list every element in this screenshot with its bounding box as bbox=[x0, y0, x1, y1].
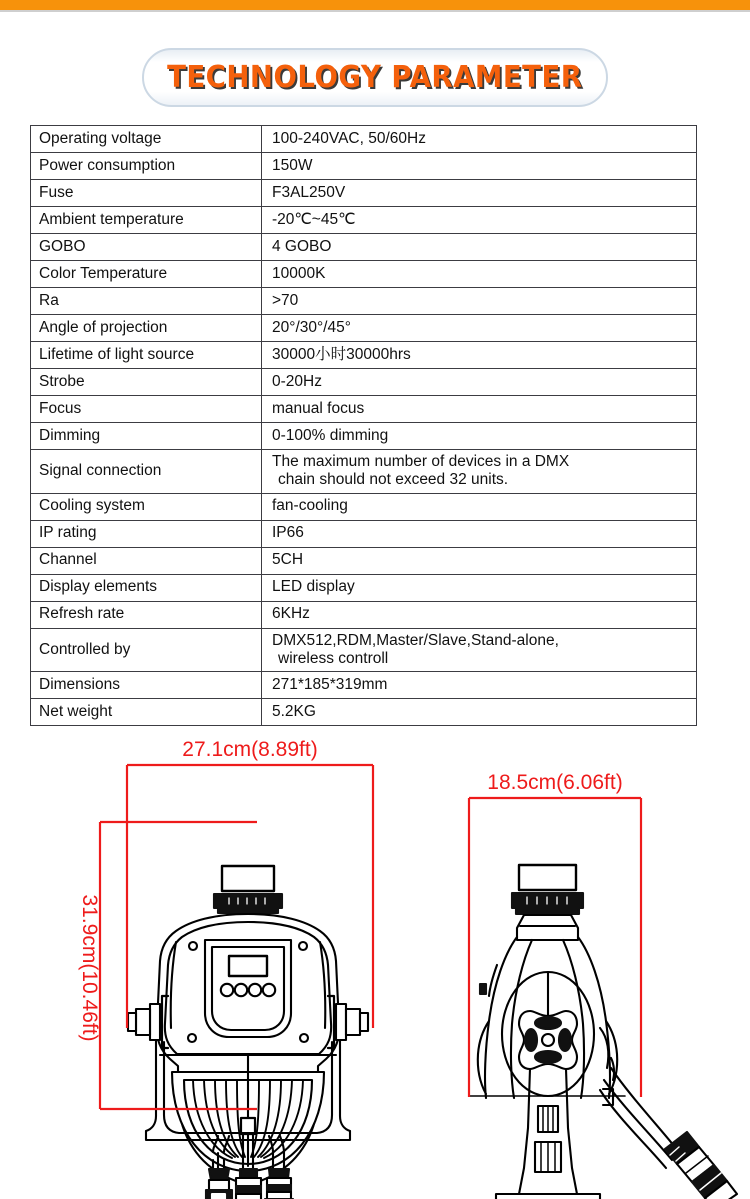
row-value: F3AL250V bbox=[262, 180, 697, 207]
row-key: Cooling system bbox=[31, 493, 262, 520]
row-value: -20℃~45℃ bbox=[262, 207, 697, 234]
table-body bbox=[31, 126, 697, 726]
row-value: 20°/30°/45° bbox=[262, 315, 697, 342]
row-value: fan-cooling bbox=[262, 493, 697, 520]
row-value bbox=[262, 450, 697, 494]
table-row bbox=[31, 153, 697, 180]
connector-right bbox=[265, 1169, 293, 1199]
hub bbox=[519, 1011, 577, 1069]
row-key: Dimensions bbox=[31, 672, 262, 699]
row-value: 5.2KG bbox=[262, 699, 697, 726]
row-value: manual focus bbox=[262, 396, 697, 423]
row-key: Channel bbox=[31, 547, 262, 574]
table-row bbox=[31, 601, 697, 628]
page-title-wrap bbox=[0, 48, 750, 107]
row-key: Net weight bbox=[31, 699, 262, 726]
row-value: LED display bbox=[262, 574, 697, 601]
table-row bbox=[31, 261, 697, 288]
side-connector bbox=[665, 1132, 737, 1199]
table-row bbox=[31, 574, 697, 601]
page-title: TECHNOLOGY PARAMETER bbox=[167, 60, 583, 95]
table-row bbox=[31, 396, 697, 423]
row-key: Color Temperature bbox=[31, 261, 262, 288]
row-key: Power consumption bbox=[31, 153, 262, 180]
table-row bbox=[31, 628, 697, 672]
table-row bbox=[31, 315, 697, 342]
row-key: Lifetime of light source bbox=[31, 342, 262, 369]
row-value-line1: DMX512,RDM,Master/Slave,Stand-alone, bbox=[272, 631, 559, 649]
led-display-window bbox=[229, 956, 267, 976]
row-value: 100-240VAC, 50/60Hz bbox=[262, 126, 697, 153]
front-width-label: 27.1cm(8.89ft) bbox=[182, 738, 318, 761]
page-title-badge bbox=[142, 48, 608, 107]
row-key: IP rating bbox=[31, 520, 262, 547]
connector-left bbox=[206, 1169, 232, 1199]
row-key: Dimming bbox=[31, 423, 262, 450]
row-value: 271*185*319mm bbox=[262, 672, 697, 699]
row-value: 4 GOBO bbox=[262, 234, 697, 261]
table-row bbox=[31, 493, 697, 520]
technology-parameter-table bbox=[30, 125, 697, 726]
row-value: 10000K bbox=[262, 261, 697, 288]
dimension-drawings bbox=[0, 728, 750, 1199]
table-row bbox=[31, 234, 697, 261]
row-value-line2: chain should not exceed 32 units. bbox=[278, 471, 509, 489]
side-width-label: 18.5cm(6.06ft) bbox=[487, 771, 623, 794]
row-key: Ambient temperature bbox=[31, 207, 262, 234]
table-row bbox=[31, 547, 697, 574]
row-key: Controlled by bbox=[31, 628, 262, 672]
table-row bbox=[31, 450, 697, 494]
table-row bbox=[31, 126, 697, 153]
row-value: 0-20Hz bbox=[262, 369, 697, 396]
row-key: Refresh rate bbox=[31, 601, 262, 628]
row-key: Strobe bbox=[31, 369, 262, 396]
row-key: Ra bbox=[31, 288, 262, 315]
row-value: >70 bbox=[262, 288, 697, 315]
row-value: 150W bbox=[262, 153, 697, 180]
row-value: IP66 bbox=[262, 520, 697, 547]
table-row bbox=[31, 672, 697, 699]
row-key: Signal connection bbox=[31, 450, 262, 494]
row-value-line1: The maximum number of devices in a DMX bbox=[272, 453, 570, 470]
row-key: Display elements bbox=[31, 574, 262, 601]
front-view-drawing bbox=[128, 866, 368, 1199]
row-value: 5CH bbox=[262, 547, 697, 574]
row-key: GOBO bbox=[31, 234, 262, 261]
row-value-line2: wireless controll bbox=[278, 649, 389, 667]
row-value: 30000小时30000hrs bbox=[262, 342, 697, 369]
table-row bbox=[31, 699, 697, 726]
side-view-drawing bbox=[470, 865, 737, 1199]
row-key: Fuse bbox=[31, 180, 262, 207]
row-key: Operating voltage bbox=[31, 126, 262, 153]
table-row bbox=[31, 423, 697, 450]
table-row bbox=[31, 520, 697, 547]
table-row bbox=[31, 207, 697, 234]
row-value: 0-100% dimming bbox=[262, 423, 697, 450]
row-value: 6KHz bbox=[262, 601, 697, 628]
table-row bbox=[31, 342, 697, 369]
vent-slots bbox=[535, 1106, 561, 1172]
row-key: Angle of projection bbox=[31, 315, 262, 342]
table-row bbox=[31, 288, 697, 315]
row-value bbox=[262, 628, 697, 672]
row-key: Focus bbox=[31, 396, 262, 423]
top-accent-bar bbox=[0, 0, 750, 12]
front-height-label: 31.9cm(10.46ft) bbox=[78, 894, 101, 1042]
table-row bbox=[31, 180, 697, 207]
table-row bbox=[31, 369, 697, 396]
